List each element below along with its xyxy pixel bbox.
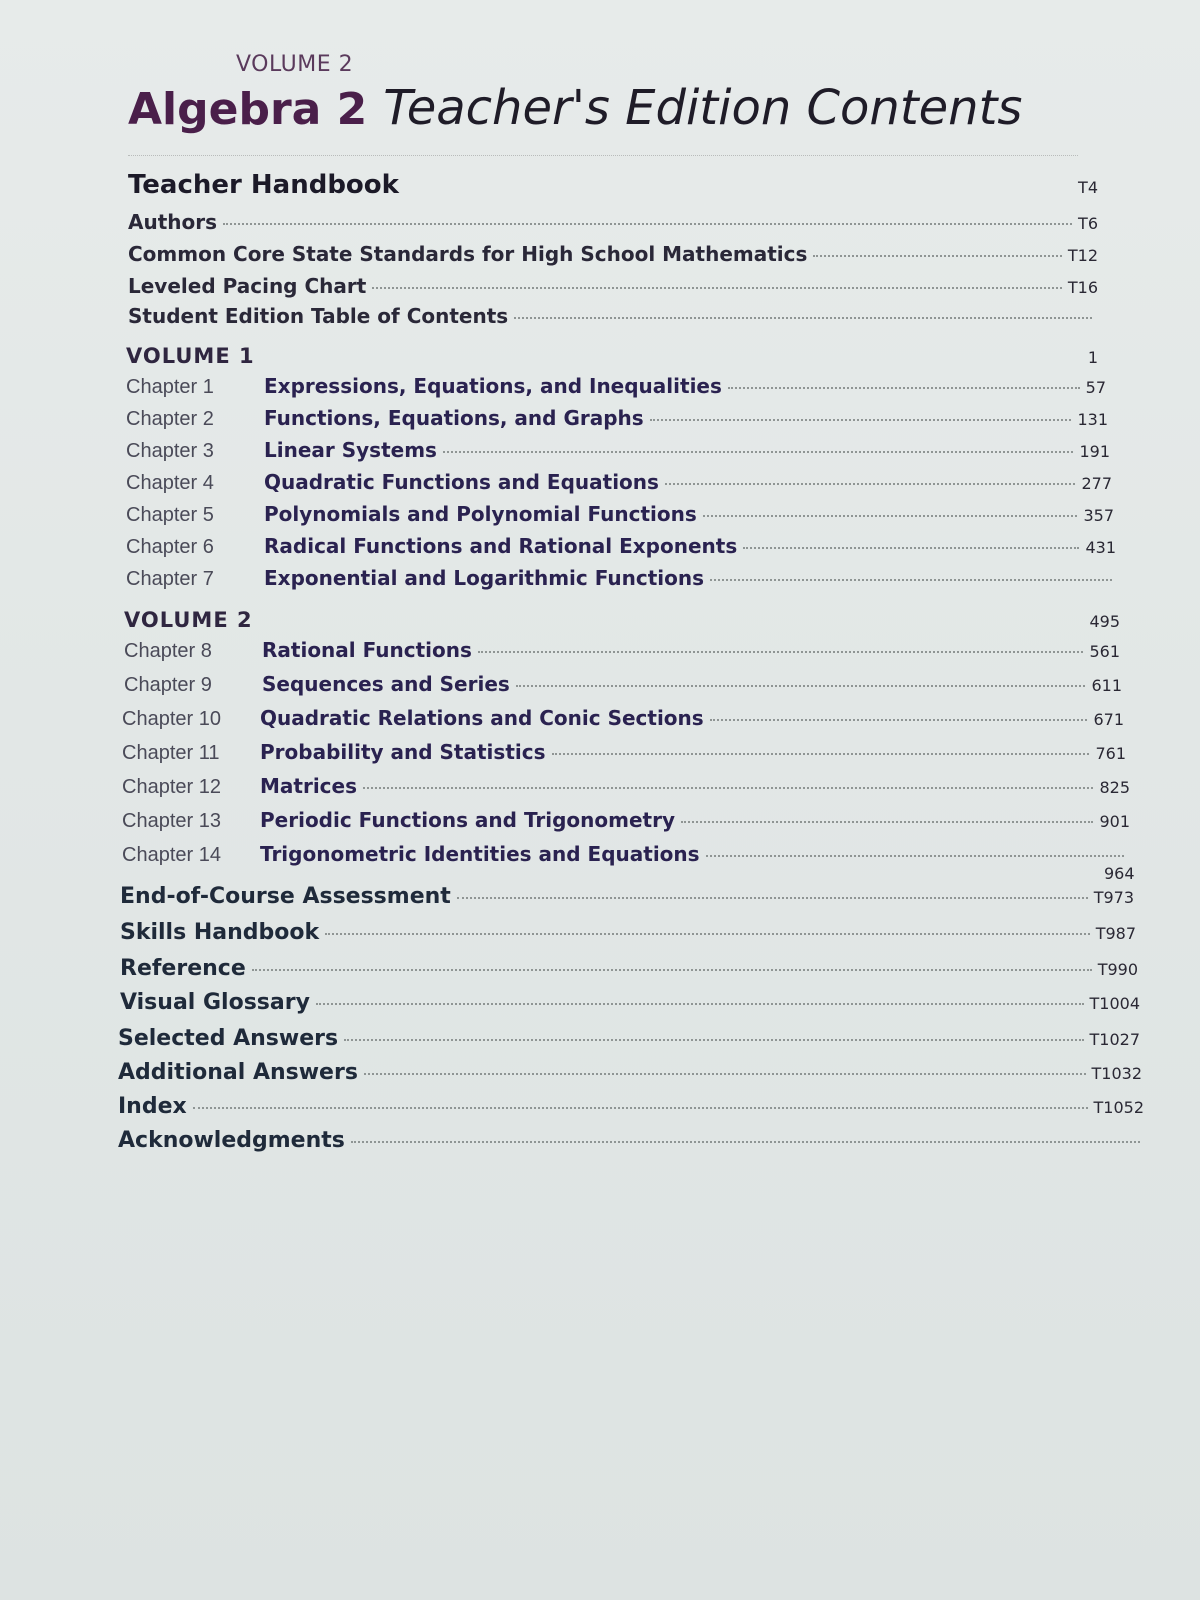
toc-row-pacing (128, 274, 1098, 298)
chapter-row-11 (122, 740, 1126, 765)
chapter-title: Quadratic Relations and Conic Sections (260, 706, 704, 730)
chapter-label: Chapter 12 (122, 776, 221, 798)
volume-label: VOLUME 2 (236, 52, 354, 77)
dot-leader (743, 547, 1079, 549)
dot-leader (252, 969, 1092, 971)
entry-page: T1004 (1089, 994, 1140, 1013)
chapter-row-14 (122, 842, 1130, 867)
entry-title: Student Edition Table of Contents (128, 304, 509, 328)
chapter-page: 901 (1099, 812, 1130, 831)
chapter-row-3 (126, 438, 1110, 463)
dot-leader (665, 483, 1076, 485)
chapter-title: Radical Functions and Rational Exponents (264, 534, 738, 558)
toc-row-student-toc (128, 304, 1098, 328)
dot-leader (728, 387, 1080, 389)
entry-title: Authors (128, 210, 218, 234)
chapter-label: Chapter 8 (124, 640, 212, 662)
toc-row-ccss (128, 242, 1098, 266)
volume-2-page: 495 (1089, 612, 1120, 631)
toc-row-skills-handbook (120, 920, 1136, 945)
dot-leader (223, 223, 1072, 225)
chapter-row-8 (124, 638, 1120, 663)
chapter-label: Chapter 11 (122, 742, 220, 764)
dot-leader (650, 419, 1072, 421)
entry-page: T990 (1097, 960, 1138, 979)
toc-row-visual-glossary (120, 990, 1140, 1015)
chapter-row-6 (126, 534, 1116, 559)
entry-title: Selected Answers (118, 1026, 339, 1051)
teacher-handbook-heading: Teacher Handbook (128, 170, 399, 200)
chapter-page: 357 (1083, 506, 1114, 525)
chapter-label: Chapter 4 (126, 472, 214, 494)
dot-leader (710, 719, 1088, 721)
entry-page: T12 (1067, 246, 1098, 265)
toc-row-additional-answers (118, 1060, 1142, 1085)
entry-title: Leveled Pacing Chart (128, 274, 367, 298)
dot-leader (363, 787, 1093, 789)
entry-title: Index (118, 1094, 187, 1119)
chapter-page: 825 (1099, 778, 1130, 797)
dot-leader (372, 287, 1062, 289)
chapter-page: 191 (1079, 442, 1110, 461)
chapter-page: 561 (1089, 642, 1120, 661)
chapter-label: Chapter 13 (122, 810, 221, 832)
entry-page: T1027 (1089, 1030, 1140, 1049)
dot-leader (344, 1039, 1083, 1041)
entry-page: T973 (1093, 888, 1134, 907)
entry-title: End-of-Course Assessment (120, 884, 451, 909)
toc-row-end-of-course (120, 884, 1134, 909)
chapter-row-5 (126, 502, 1114, 527)
entry-title: Acknowledgments (118, 1128, 345, 1153)
chapter-row-9 (124, 672, 1122, 697)
dot-leader (703, 515, 1078, 517)
chapter-title: Rational Functions (262, 638, 472, 662)
title-course: Algebra 2 (128, 84, 368, 135)
chapter-label: Chapter 9 (124, 674, 212, 696)
dot-leader (325, 933, 1090, 935)
dot-leader (351, 1141, 1140, 1143)
dot-leader (710, 579, 1112, 581)
entry-title: Common Core State Standards for High School Mathematics (128, 242, 808, 266)
dot-leader (516, 685, 1086, 687)
chapter-row-2 (126, 406, 1108, 431)
chapter-label: Chapter 2 (126, 408, 214, 430)
toc-row-selected-answers (118, 1026, 1140, 1051)
chapter-page: 131 (1077, 410, 1108, 429)
chapter-label: Chapter 6 (126, 536, 214, 558)
chapter-page: 431 (1085, 538, 1116, 557)
chapter-row-12 (122, 774, 1130, 799)
chapter-page: 611 (1091, 676, 1122, 695)
chapter-page: 57 (1085, 378, 1106, 397)
entry-title: Skills Handbook (120, 920, 320, 945)
chapter-title: Probability and Statistics (260, 740, 546, 764)
dot-leader (552, 753, 1090, 755)
toc-row-volume-1 (126, 344, 1098, 368)
entry-page: T6 (1078, 214, 1098, 233)
entry-title: Reference (120, 956, 246, 981)
entry-page: T1052 (1093, 1098, 1144, 1117)
dot-leader (193, 1107, 1088, 1109)
chapter-title: Exponential and Logarithmic Functions (264, 566, 705, 590)
entry-page: T1032 (1091, 1064, 1142, 1083)
chapter-label: Chapter 7 (126, 568, 214, 590)
dot-leader (681, 821, 1093, 823)
chapter-title: Trigonometric Identities and Equations (260, 842, 700, 866)
volume-2-end-page: 964 (1104, 864, 1135, 883)
chapter-title: Periodic Functions and Trigonometry (260, 808, 676, 832)
dot-leader (478, 651, 1084, 653)
volume-1-heading: VOLUME 1 (126, 344, 255, 368)
dot-leader (813, 255, 1061, 257)
toc-row-acknowledgments (118, 1128, 1146, 1153)
entry-title: Visual Glossary (120, 990, 310, 1015)
chapter-title: Linear Systems (264, 438, 437, 462)
chapter-title: Quadratic Functions and Equations (264, 470, 659, 494)
chapter-page: 761 (1095, 744, 1126, 763)
volume-2-heading: VOLUME 2 (124, 608, 253, 632)
teacher-handbook-page: T4 (1078, 178, 1098, 197)
chapter-title: Expressions, Equations, and Inequalities (264, 374, 722, 398)
dot-leader (706, 855, 1124, 857)
chapter-label: Chapter 1 (126, 376, 214, 398)
chapter-page: 277 (1081, 474, 1112, 493)
entry-page: T987 (1095, 924, 1136, 943)
dot-leader (514, 317, 1092, 319)
chapter-label: Chapter 10 (122, 708, 221, 730)
dot-leader (443, 451, 1074, 453)
toc-row-teacher-handbook (128, 170, 1098, 200)
chapter-row-13 (122, 808, 1130, 833)
chapter-row-1 (126, 374, 1106, 399)
dot-leader (457, 897, 1088, 899)
chapter-title: Polynomials and Polynomial Functions (264, 502, 697, 526)
chapter-title: Functions, Equations, and Graphs (264, 406, 644, 430)
dot-leader (364, 1073, 1086, 1075)
dot-leader (316, 1003, 1084, 1005)
toc-row-reference (120, 956, 1138, 981)
toc-row-authors (128, 210, 1098, 234)
toc-row-index (118, 1094, 1144, 1119)
chapter-label: Chapter 3 (126, 440, 214, 462)
toc-row-volume-2 (124, 608, 1120, 632)
chapter-row-7 (126, 566, 1118, 591)
chapter-title: Matrices (260, 774, 358, 798)
chapter-row-10 (122, 706, 1124, 731)
chapter-title: Sequences and Series (262, 672, 510, 696)
chapter-label: Chapter 5 (126, 504, 214, 526)
volume-1-page: 1 (1087, 348, 1098, 367)
title-edition: Teacher's Edition Contents (383, 80, 1023, 136)
entry-title: Additional Answers (118, 1060, 358, 1085)
chapter-label: Chapter 14 (122, 844, 221, 866)
chapter-page: 671 (1093, 710, 1124, 729)
chapter-row-4 (126, 470, 1112, 495)
entry-page: T16 (1067, 278, 1098, 297)
